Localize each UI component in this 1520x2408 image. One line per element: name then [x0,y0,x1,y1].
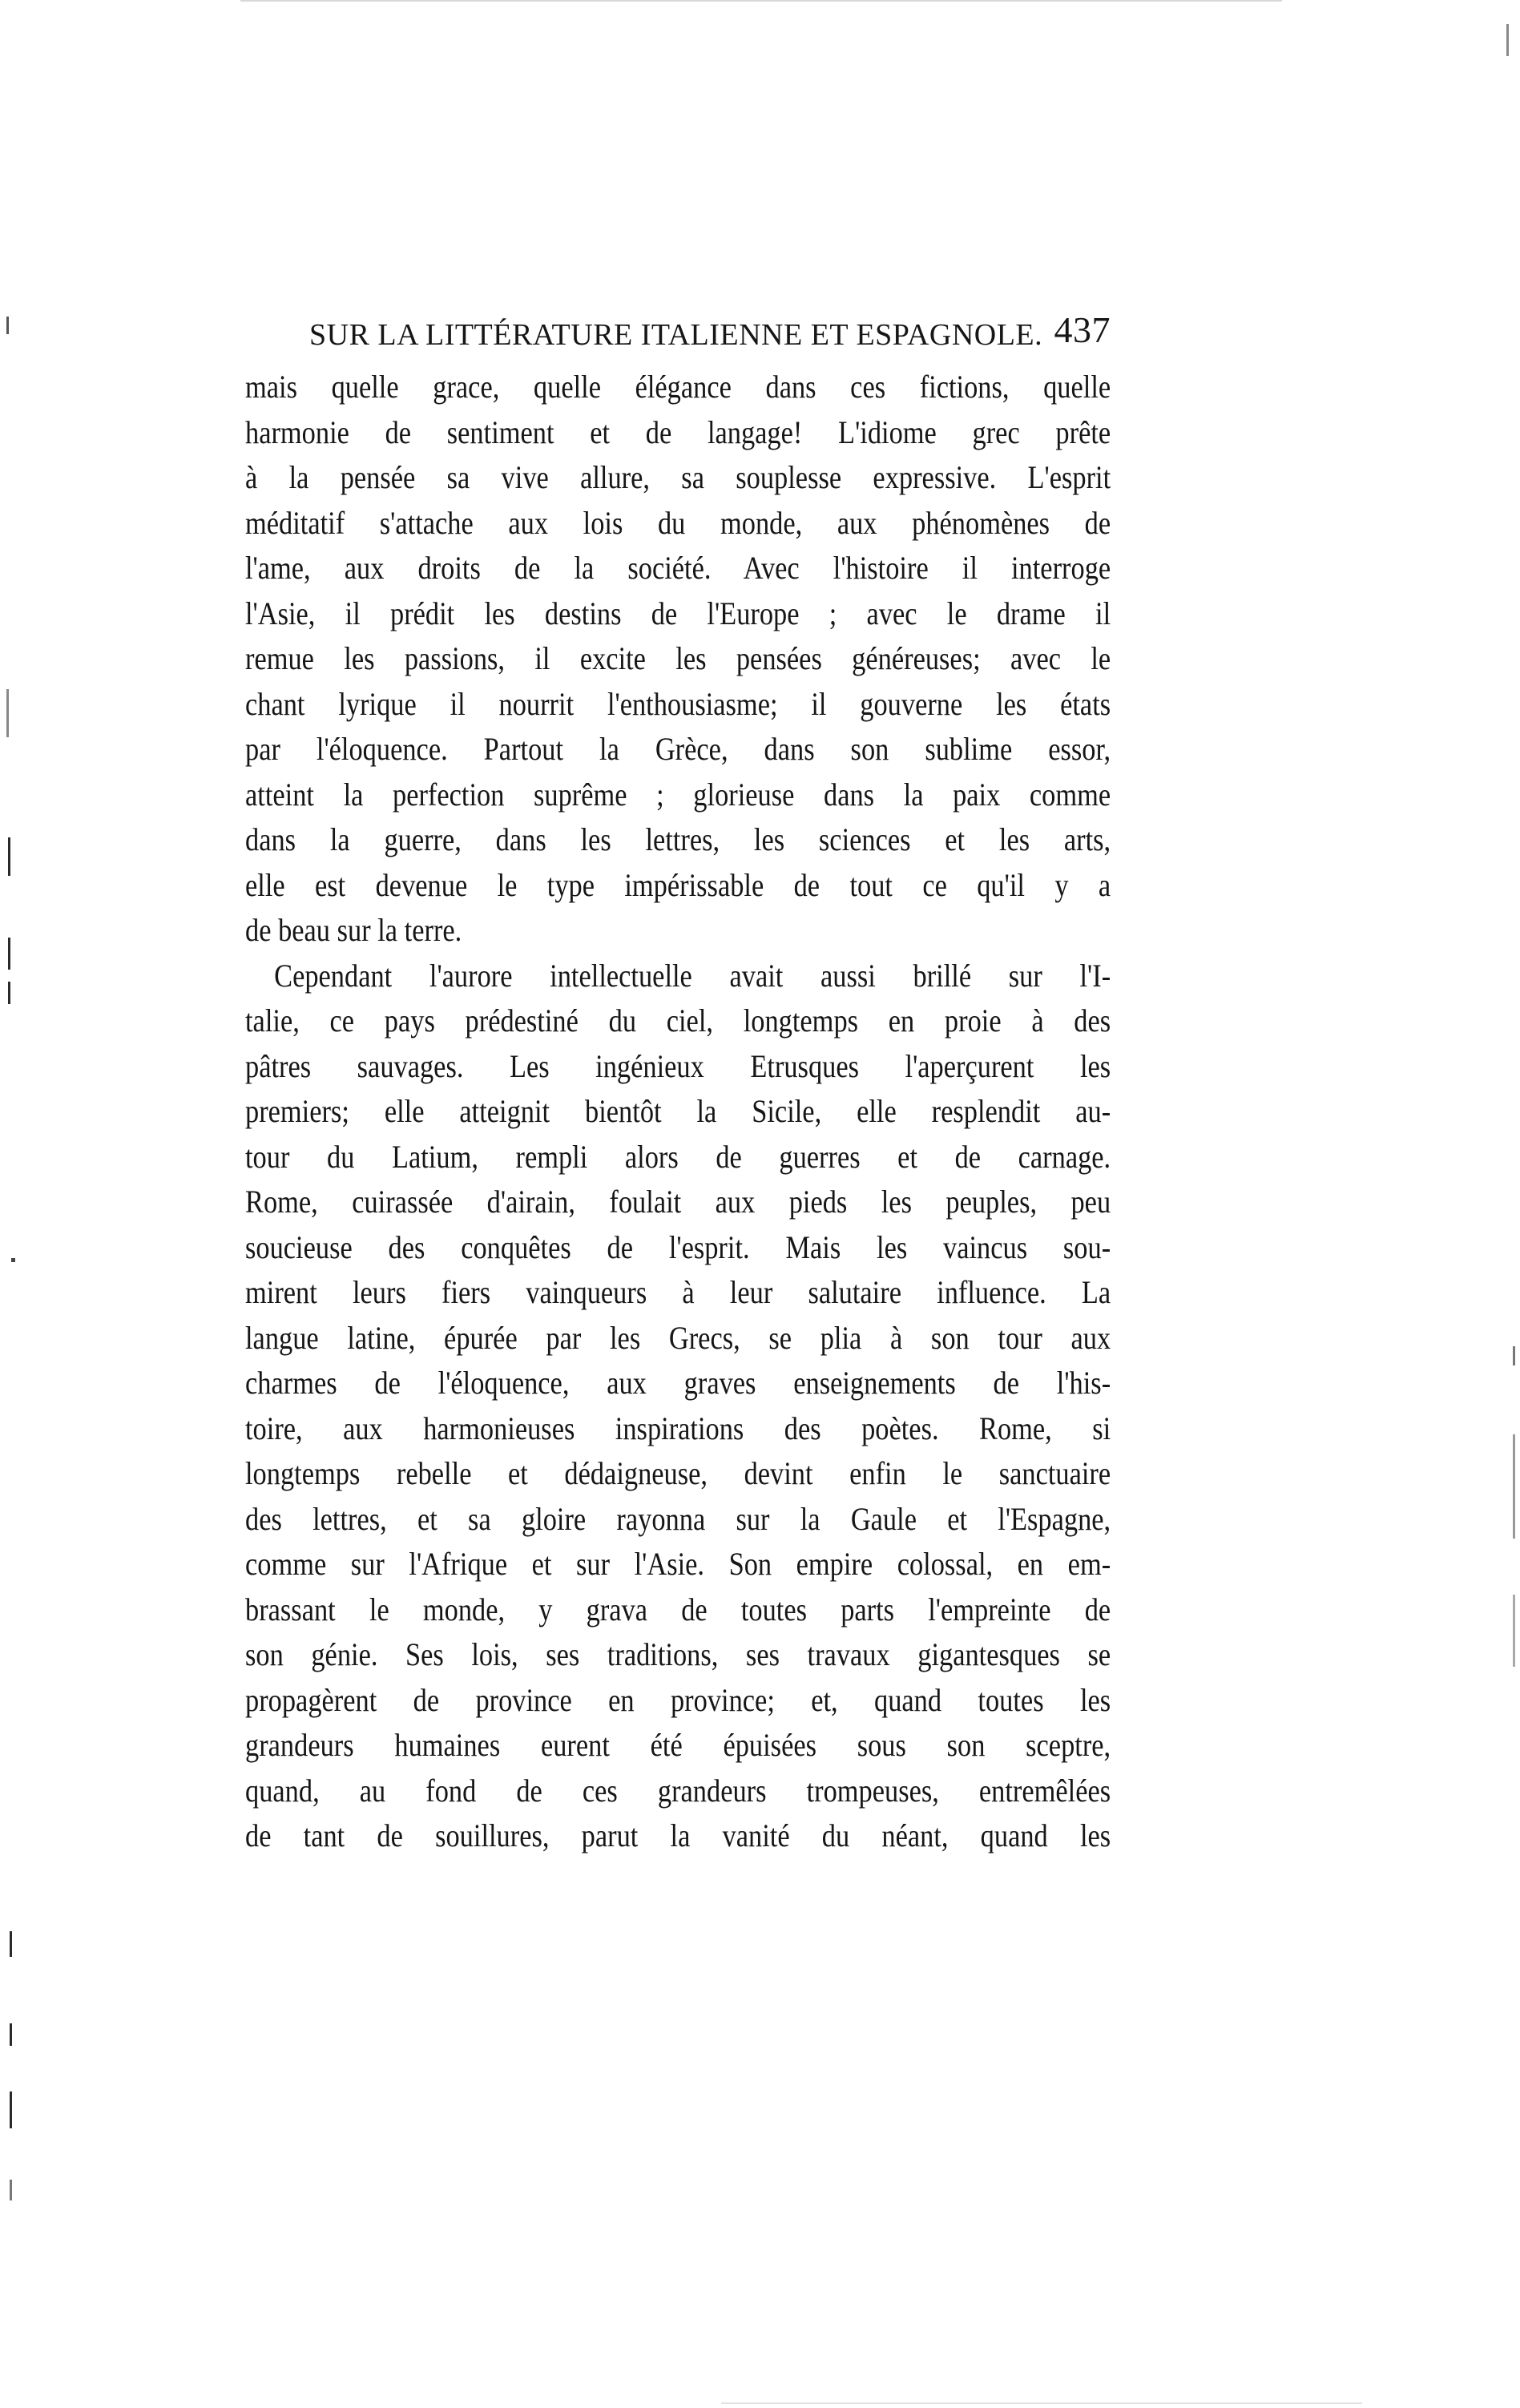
scan-mark [1513,1346,1515,1365]
text-line: elle est devenue le type impérissable de tout ce qu'il y a [245,866,1111,903]
text-line: langue latine, épurée par les Grecs, se plia à son tour aux [245,1319,1111,1356]
text-line: charmes de l'éloquence, aux graves enseignements de l'his- [245,1365,1111,1401]
text-line: brassant le monde, y grava de toutes parts l'empreinte de [245,1591,1111,1628]
text-line: mais quelle grace, quelle élégance dans ces fictions, quelle [245,369,1111,405]
text-line: atteint la perfection suprême ; glorieuse dans la paix comme [245,776,1111,813]
page-number: 437 [1054,309,1111,350]
text-line: longtemps rebelle et dédaigneuse, devint enfin le sanctuaire [245,1455,1111,1491]
text-line: comme sur l'Afrique et sur l'Asie. Son empire colossal, en em- [245,1546,1111,1582]
scan-mark [1513,1434,1515,1539]
text-line: des lettres, et sa gloire rayonna sur la Gaule et l'Espagne, [245,1500,1111,1537]
text-line: tour du Latium, rempli alors de guerres et de carnage. [245,1138,1111,1175]
text-line: remue les passions, il excite les pensées généreuses; avec le [245,640,1111,676]
text-line: mirent leurs fiers vainqueurs à leur salutaire influence. La [245,1274,1111,1310]
paragraph-end-line: de beau sur la terre. [245,912,462,948]
running-head [245,311,1111,359]
text-line: Rome, cuirassée d'airain, foulait aux pieds les peuples, peu [245,1184,1111,1220]
text-line: l'ame, aux droits de la société. Avec l'histoire il interroge [245,550,1111,586]
text-line: toire, aux harmonieuses inspirations des poètes. Rome, si [245,1410,1111,1446]
scan-mark [6,317,9,334]
text-line: chant lyrique il nourrit l'enthousiasme; il gouverne les états [245,685,1111,722]
text-line: soucieuse des conquêtes de l'esprit. Mais les vaincus sou- [245,1228,1111,1265]
text-line: l'Asie, il prédit les destins de l'Europe ; avec le drame il [245,595,1111,631]
text-line: son génie. Ses lois, ses traditions, ses travaux gigantesques se [245,1636,1111,1672]
text-line: grandeurs humaines eurent été épuisées sous son sceptre, [245,1727,1111,1763]
text-line: pâtres sauvages. Les ingénieux Etrusques l'aperçurent les [245,1047,1111,1084]
top-edge-artifact [240,0,1282,2]
scan-mark [11,1258,15,1262]
body-text [245,365,1111,1859]
scan-mark [10,2180,12,2200]
bottom-edge-artifact [721,2402,1362,2404]
text-line: dans la guerre, dans les lettres, les sciences et les arts, [245,821,1111,857]
scan-mark [1506,24,1509,56]
text-line: propagèrent de province en province; et, quand toutes les [245,1681,1111,1718]
text-line: méditatif s'attache aux lois du monde, aux phénomènes de [245,504,1111,541]
text-line: harmonie de sentiment et de langage! L'idiome grec prête [245,413,1111,450]
paragraph-start-line: Cependant l'aurore intellectuelle avait aussi brillé sur l'I- [274,957,1111,994]
text-line: à la pensée sa vive allure, sa souplesse expressive. L'esprit [245,459,1111,495]
scan-mark [1513,1595,1515,1667]
scan-mark [6,689,9,737]
scan-mark [10,2091,12,2128]
scan-mark [8,982,10,1004]
text-line: talie, ce pays prédestiné du ciel, longtemps en proie à des [245,1002,1111,1039]
scan-mark [8,837,10,876]
scan-mark [10,1931,12,1957]
text-line: quand, au fond de ces grandeurs trompeuses, entremêlées [245,1772,1111,1809]
text-line: par l'éloquence. Partout la Grèce, dans son sublime essor, [245,731,1111,767]
scan-mark [8,938,10,970]
scan-mark [10,2023,12,2046]
running-title: SUR LA LITTÉRATURE ITALIENNE ET ESPAGNOLE. [309,318,1043,352]
text-line: de tant de souillures, parut la vanité du néant, quand les [245,1817,1111,1853]
text-line: premiers; elle atteignit bientôt la Sicile, elle resplendit au- [245,1093,1111,1129]
